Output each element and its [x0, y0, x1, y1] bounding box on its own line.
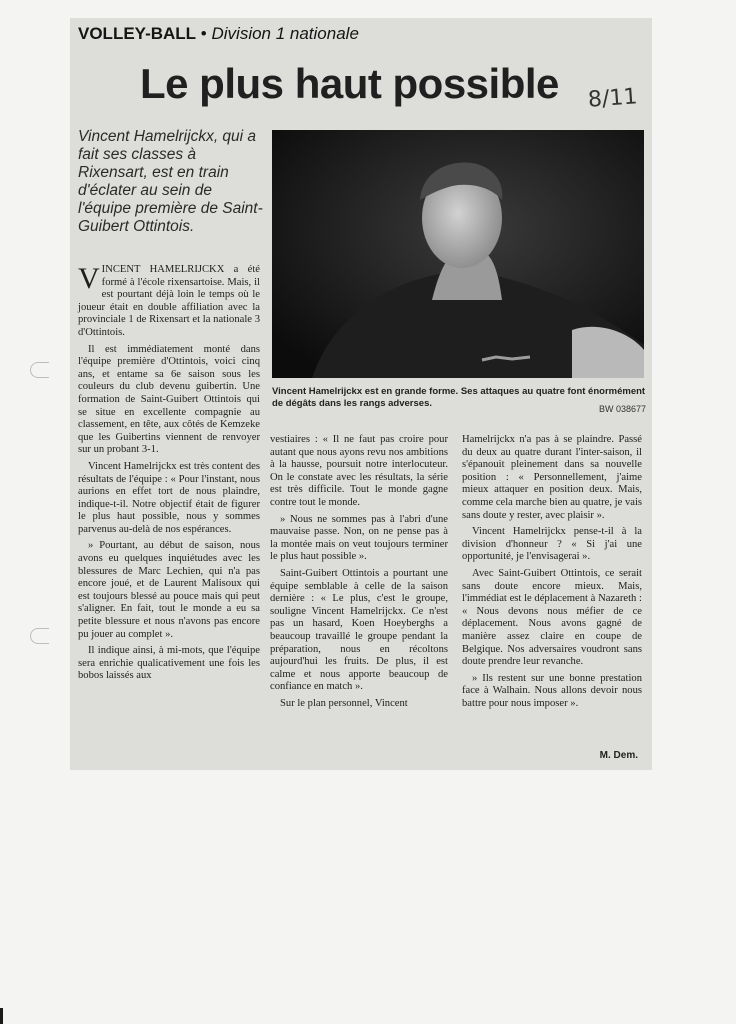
article-paragraph: Hamelrijckx n'a pas à se plaindre. Passé du deux au quatre durant l'inter-saison, il s'épanouit pleinement dans sa nouvelle position : « Personnellement, j'aime mieux attaquer en position deux. Mais, comme cela marche bien au quatre, je vais sans doute y rester, avec plaisir ». — [462, 434, 643, 521]
article-paragraph: Vincent Hamelrijckx est très content des résultats de l'équipe : « Pour l'instant, nous aurions en effet tort de nous plaindre, indique-t-il. Notre objectif était de figurer le plus haut possible, nous y sommes parvenus au-delà de nos espérances. — [78, 460, 260, 535]
article-paragraph: Il est immédiatement monté dans l'équipe première d'Ottintois, voici cinq ans, et entame sa 6e saison sous les couleurs du club devenu guibertin. Une formation de Saint-Guibert Ottintois qui se situe en excellente compagnie au classement, en tête, aux côtés de Kemzeke que les Guibertins viennent de renvoyer sur un probant 3-1. — [78, 343, 260, 456]
author-signature: M. Dem. — [599, 750, 638, 761]
player-photo-image — [272, 130, 644, 378]
article-paragraph: Vincent Hamelrijckx pense-t-il à la division d'honneur ? « Si j'ai une opportunité, je l'envisagerai ». — [462, 526, 642, 563]
player-photo — [272, 130, 644, 378]
article-paragraph: Avec Saint-Guibert Ottintois, ce serait sans doute encore mieux. Mais, l'immédiat est le déplacement à Nazareth : « Nous devons nous méfier de ce déplacement. Nous avons gagné de manière assez claire en coupe de Belgique. Nos adversaires voudront sans doute prendre leur revanche. — [462, 567, 642, 668]
section-rubric — [78, 24, 359, 44]
article-paragraph: Il indique ainsi, à mi-mots, que l'équipe sera enrichie qualicativement une fois les bobos laissés aux — [78, 645, 260, 682]
scan-edge-mark — [0, 1008, 3, 1024]
punch-hole-mark — [30, 628, 49, 644]
handwritten-date: 8/11 — [587, 84, 639, 113]
article-paragraph: vestiaires : « Il ne faut pas croire pour autant que nous ayons revu nos ambitions à la hausse, poursuit notre interlocuteur. On le constate avec les résultats, la série est très difficile. Tout le monde gagne contre tout le monde. — [270, 434, 448, 508]
article-column-3 — [462, 434, 642, 714]
photo-caption: Vincent Hamelrijckx est en grande forme. Ses attaques au quatre font énormément de dégâts dans les rangs adverses. — [272, 386, 646, 409]
article-paragraph — [78, 264, 260, 340]
article-column-1 — [78, 264, 260, 687]
paragraph-text: a été formé à l'école rixensartoise. Mais, il est pourtant déjà loin le temps où le joueur était en double affiliation avec la provinciale 1 de Rixensart et la nationale 3 d'Ottintois. — [78, 264, 260, 338]
article-paragraph: Sur le plan personnel, Vincent — [280, 697, 408, 709]
article-paragraph: » Ils restent sur une bonne prestation face à Walhain. Nous allons devoir nous battre pour nous imposer ». — [462, 672, 642, 709]
lead-caps: INCENT HAMELRIJCKX — [101, 264, 225, 275]
article-paragraph: » Nous ne sommes pas à l'abri d'une mauvaise passe. Non, on ne pense pas à la montée mais on veut toujours terminer le plus haut possible ». — [270, 513, 448, 563]
article-column-2 — [270, 434, 448, 714]
article-paragraph: » Pourtant, au début de saison, nous avons eu quelques inquiétudes avec les blessures de Marc Lechien, qui n'a pas encore joué, et de Laurent Malisoux qui est toujours blessé au pouce mais qui peut s'aligner. En fait, tout le monde a eu sa petite blessure et nous n'avons pas encore pu jouer au complet ». — [78, 540, 260, 640]
rubric-bullet: • — [200, 24, 207, 43]
punch-hole-mark — [30, 362, 49, 378]
newspaper-clipping — [70, 18, 652, 770]
article-paragraph: Saint-Guibert Ottintois a pourtant une équipe semblable à celle de la saison dernière : « Le plus, c'est le groupe, souligne Vincent Hamelrijckx. Ce n'est pas un hasard, Koen Hoeyberghs a beaucoup travaillé le groupe pendant la préparation, nous en récoltons aujourd'hui les fruits. De plus, il est calme et nous apporte beaucoup de confiance en match ». — [270, 567, 448, 693]
sport-label: VOLLEY-BALL — [78, 24, 197, 43]
division-label: Division 1 nationale — [211, 24, 359, 43]
lead-paragraph: Vincent Hamelrijckx, qui a fait ses classes à Rixensart, est en train d'éclater au sein de l'équipe première de Saint-Guibert Ottintois. — [78, 128, 263, 235]
headline: Le plus haut possible — [140, 60, 559, 107]
photo-credit: BW 038677 — [598, 404, 646, 414]
drop-cap: V — [78, 262, 100, 295]
